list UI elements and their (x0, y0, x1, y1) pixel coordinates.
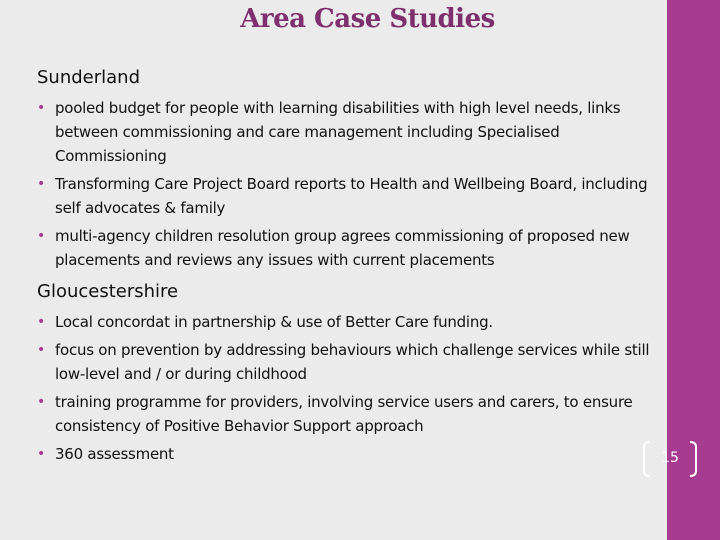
bullet-text: Local concordat in partnership & use of Better Care funding. (55, 313, 493, 331)
bullet-text: 360 assessment (55, 445, 174, 463)
bullet-icon: • (37, 342, 46, 358)
bullet-icon: • (37, 176, 46, 192)
bullet-list (37, 310, 667, 466)
section-heading: Gloucestershire (37, 281, 179, 302)
section-gloucestershire (37, 280, 667, 466)
page-number: 15 (661, 450, 679, 466)
bullet-icon: • (37, 228, 46, 244)
page-number-badge (640, 440, 700, 478)
bullet-item (37, 390, 667, 438)
bullet-text: training programme for providers, involving service users and carers, to ensure consistency of Positive Behavior Support approach (55, 393, 633, 435)
bullet-icon: • (37, 314, 46, 330)
section-sunderland (37, 66, 667, 272)
slide-content (37, 66, 667, 474)
bullet-text: pooled budget for people with learning disabilities with high level needs, links between commissioning and care management including Specialised Commissioning (55, 99, 621, 165)
bullet-list (37, 96, 667, 272)
bullet-icon: • (37, 100, 46, 116)
bullet-item (37, 96, 667, 168)
slide-title: Area Case Studies (240, 4, 495, 34)
section-heading: Sunderland (37, 67, 141, 88)
bullet-item (37, 338, 667, 386)
bullet-icon: • (37, 446, 46, 462)
bullet-text: focus on prevention by addressing behaviours which challenge services while still low-level and / or during childhood (55, 341, 650, 383)
bullet-item (37, 310, 667, 334)
bullet-icon: • (37, 394, 46, 410)
bullet-text: Transforming Care Project Board reports to Health and Wellbeing Board, including self advocates & family (55, 175, 648, 217)
bullet-item (37, 224, 667, 272)
bullet-item (37, 172, 667, 220)
bullet-text: multi-agency children resolution group agrees commissioning of proposed new placements and reviews any issues with current placements (55, 227, 630, 269)
bullet-item (37, 442, 667, 466)
